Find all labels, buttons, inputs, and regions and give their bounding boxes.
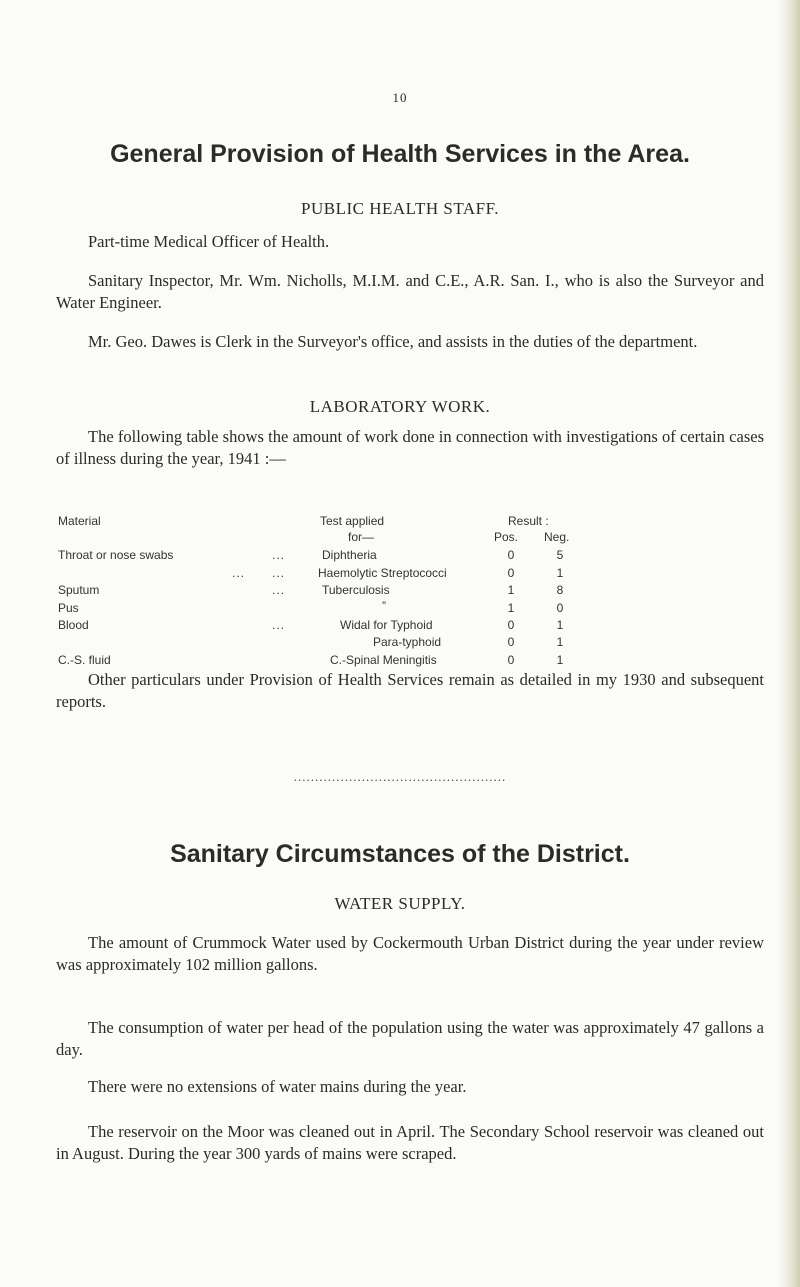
row-2-pos: 0: [507, 566, 515, 580]
other-particulars-paragraph: Other particulars under Provision of Health Services remain as detailed in my 1930 and subsequent reports.: [56, 670, 764, 711]
row-5-neg: 1: [556, 618, 564, 632]
row-1-test: Diphtheria: [322, 548, 377, 562]
row-7-material: C.-S. fluid: [58, 653, 111, 667]
section-heading-sanitary-circumstances: Sanitary Circumstances of the District.: [170, 840, 630, 868]
row-3-material: Sputum: [58, 583, 100, 597]
row-7-test: C.-Spinal Meningitis: [330, 653, 437, 667]
public-health-staff-heading: PUBLIC HEALTH STAFF.: [301, 199, 499, 218]
section-heading-health-services: General Provision of Health Services in the Area.: [110, 140, 690, 168]
header-test-for: for—: [348, 530, 375, 544]
row-2-material-dots: ...: [232, 566, 246, 580]
row-1-material: Throat or nose swabs: [58, 548, 174, 562]
clerk-paragraph: Mr. Geo. Dawes is Clerk in the Surveyor's office, and assists in the duties of the department.: [88, 332, 698, 351]
row-4-test-ditto: ”: [382, 599, 386, 613]
row-3-dots: ...: [272, 583, 286, 597]
row-1-dots: ...: [272, 548, 286, 562]
header-neg: Neg.: [544, 530, 570, 544]
header-result: Result :: [508, 514, 549, 528]
row-2-test: Haemolytic Streptococci: [318, 566, 447, 580]
header-pos: Pos.: [494, 530, 519, 544]
row-7-pos: 0: [507, 653, 515, 667]
water-amount-paragraph: The amount of Crummock Water used by Cockermouth Urban District during the year under review was approximately 102 million gallons.: [56, 933, 764, 974]
medical-officer-line: Part-time Medical Officer of Health.: [88, 232, 330, 251]
row-1-neg: 5: [556, 548, 564, 562]
row-6-pos: 0: [507, 635, 515, 649]
row-5-pos: 0: [507, 618, 515, 632]
row-5-test: Widal for Typhoid: [340, 618, 433, 632]
water-consumption-paragraph: The consumption of water per head of the population using the water was approximately 47 gallons a day.: [56, 1018, 764, 1059]
row-4-neg: 0: [556, 601, 564, 615]
row-4-pos: 1: [507, 601, 515, 615]
mains-extensions-paragraph: There were no extensions of water mains during the year.: [88, 1077, 467, 1096]
row-4-material: Pus: [58, 601, 79, 615]
header-material: Material: [58, 514, 101, 528]
row-6-neg: 1: [556, 635, 564, 649]
reservoir-cleaning-paragraph: The reservoir on the Moor was cleaned out in April. The Secondary School reservoir was cleaned out in August. During the year 300 yards of mains were scraped.: [56, 1122, 764, 1163]
laboratory-intro-paragraph: The following table shows the amount of work done in connection with investigations of certain cases of illness during the year, 1941 :—: [56, 427, 764, 468]
water-supply-heading: WATER SUPPLY.: [334, 894, 466, 913]
row-5-material: Blood: [58, 618, 89, 632]
row-1-pos: 0: [507, 548, 515, 562]
sanitary-inspector-paragraph: Sanitary Inspector, Mr. Wm. Nicholls, M.I.M. and C.E., A.R. San. I., who is also the Surveyor and Water Engineer.: [56, 271, 764, 312]
row-3-test: Tuberculosis: [322, 583, 390, 597]
row-6-test: Para-typhoid: [373, 635, 442, 649]
row-5-dots: ...: [272, 618, 286, 632]
row-2-neg: 1: [556, 566, 564, 580]
row-2-dots: ...: [272, 566, 286, 580]
row-7-neg: 1: [556, 653, 564, 667]
row-3-neg: 8: [556, 583, 564, 597]
row-3-pos: 1: [507, 583, 515, 597]
dotted-separator: ..................................................: [293, 769, 507, 784]
page-number: 10: [392, 90, 408, 105]
header-test-applied: Test applied: [320, 514, 385, 528]
laboratory-work-heading: LABORATORY WORK.: [309, 397, 491, 416]
